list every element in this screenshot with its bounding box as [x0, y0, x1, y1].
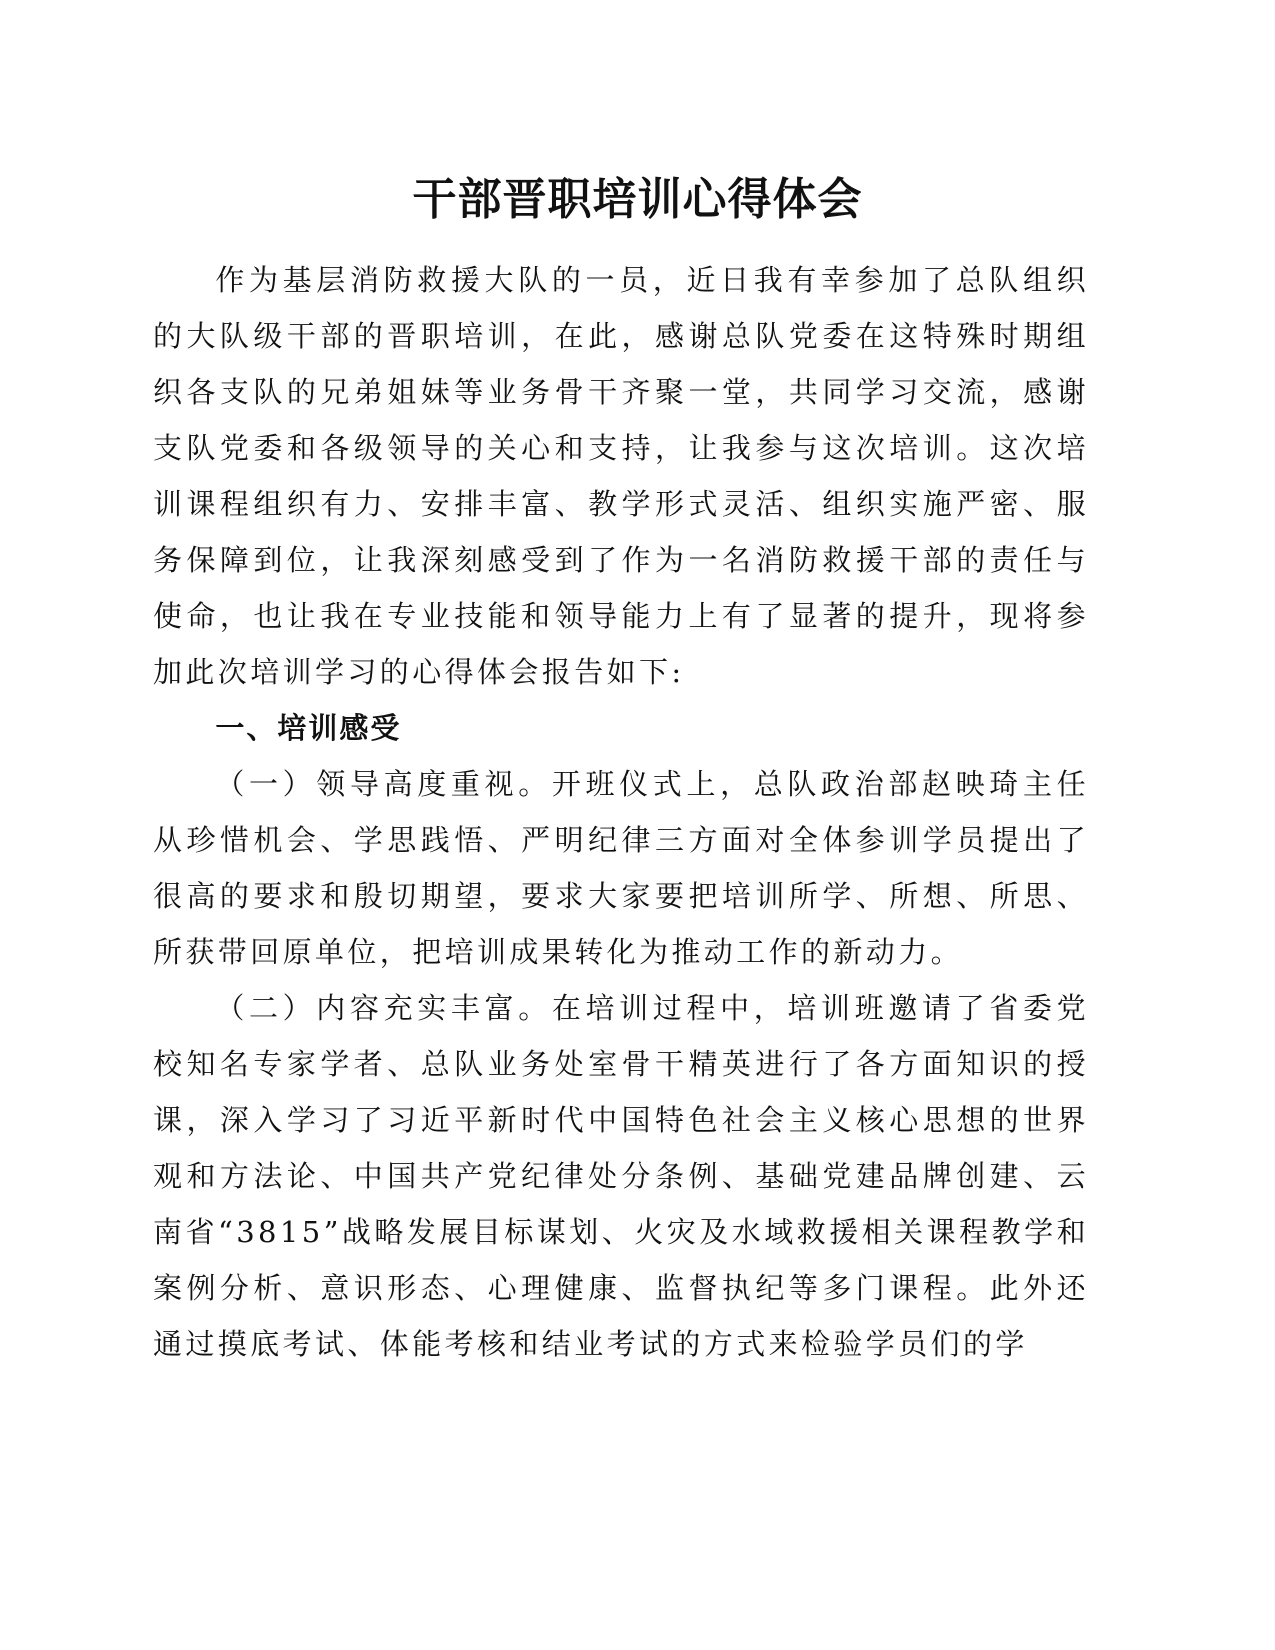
document-body — [153, 252, 1089, 1372]
intro-paragraph: 作为基层消防救援大队的一员，近日我有幸参加了总队组织的大队级干部的晋职培训，在此，感谢总队党委在这特殊时期组织各支队的兄弟姐妹等业务骨干齐聚一堂，共同学习交流，感谢支队党委和各级领导的关心和支持，让我参与这次培训。这次培训课程组织有力、安排丰富、教学形式灵活、组织实施严密、服务保障到位，让我深刻感受到了作为一名消防救援干部的责任与使命，也让我在专业技能和领导能力上有了显著的提升，现将参加此次培训学习的心得体会报告如下: — [153, 263, 1089, 689]
section-paragraph-2: （二）内容充实丰富。在培训过程中，培训班邀请了省委党校知名专家学者、总队业务处室骨干精英进行了各方面知识的授课，深入学习了习近平新时代中国特色社会主义核心思想的世界观和方法论、中国共产党纪律处分条例、基础党建品牌创建、云南省“3815”战略发展目标谋划、火灾及水域救援相关课程教学和案例分析、意识形态、心理健康、监督执纪等多门课程。此外还通过摸底考试、体能考核和结业考试的方式来检验学员们的学 — [153, 991, 1089, 1361]
document-title: 干部晋职培训心得体会 — [412, 174, 863, 225]
section-heading: 一、培训感受 — [215, 711, 402, 745]
section-paragraph-1: （一）领导高度重视。开班仪式上，总队政治部赵映琦主任从珍惜机会、学思践悟、严明纪律三方面对全体参训学员提出了很高的要求和殷切期望，要求大家要把培训所学、所想、所思、所获带回原单位，把培训成果转化为推动工作的新动力。 — [153, 767, 1089, 969]
